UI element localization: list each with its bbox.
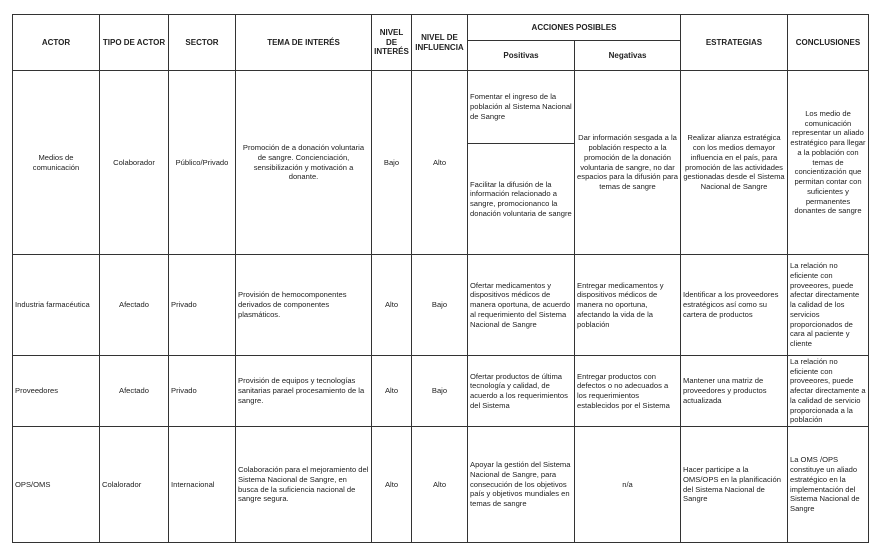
cell-positivas: Apoyar la gestión del Sistema Nacional de Sangre, para consecución de los objetivos país y objetivos mundiales en temas de sangre (468, 427, 575, 543)
cell-nivel-interes: Alto (372, 356, 412, 427)
stakeholder-table-container (12, 14, 868, 543)
cell-sector: Privado (169, 255, 236, 356)
cell-estrategias: Hacer participe a la OMS/OPS en la planificación del Sistema Nacional de Sangre (681, 427, 788, 543)
header-estrategias: ESTRATEGIAS (681, 15, 788, 71)
cell-negativas: n/a (575, 427, 681, 543)
cell-nivel-interes: Alto (372, 255, 412, 356)
cell-tipo-actor: Colalorador (100, 427, 169, 543)
cell-conclusiones: La relación no eficiente con proveeores, puede afectar directamente la calidad de los servicios proporcionados de cara al paciente y cliente (788, 255, 869, 356)
cell-actor: Medios de comunicación (13, 71, 100, 255)
cell-tema-interes: Provisión de hemocomponentes derivados de componentes plasmáticos. (236, 255, 372, 356)
cell-tipo-actor: Afectado (100, 255, 169, 356)
cell-tipo-actor: Colaborador (100, 71, 169, 255)
cell-nivel-influencia: Alto (412, 427, 468, 543)
header-nivel-influencia: NIVEL DE INFLUENCIA (412, 15, 468, 71)
header-negativas: Negativas (575, 41, 681, 71)
cell-actor: Proveedores (13, 356, 100, 427)
header-tipo-actor: TIPO DE ACTOR (100, 15, 169, 71)
table-row (13, 71, 869, 144)
stakeholder-table (12, 14, 869, 543)
cell-positivas: Ofertar productos de última tecnología y calidad, de acuerdo a los requerimientos del Sistema (468, 356, 575, 427)
header-acciones-posibles: ACCIONES POSIBLES (468, 15, 681, 41)
cell-negativas: Dar información sesgada a la población respecto a la promoción de la donación voluntaria de sangre, no dar espacios para la difusión para temas de sangre (575, 71, 681, 255)
cell-actor: Industria farmacéutica (13, 255, 100, 356)
cell-positivas: Fomentar el ingreso de la población al Sistema Nacional de Sangre (468, 71, 575, 144)
table-row (13, 255, 869, 356)
cell-sector: Público/Privado (169, 71, 236, 255)
cell-nivel-influencia: Bajo (412, 255, 468, 356)
header-tema-interes: TEMA DE INTERÉS (236, 15, 372, 71)
header-conclusiones: CONCLUSIONES (788, 15, 869, 71)
cell-estrategias: Mantener una matriz de proveedores y productos actualizada (681, 356, 788, 427)
cell-negativas: Entregar medicamentos y dispositivos médicos de manera no oportuna, afectando la vida de la población (575, 255, 681, 356)
cell-tema-interes: Colaboración para el mejoramiento del Sistema Nacional de Sangre, en busca de la suficiencia nacional de sangre segura. (236, 427, 372, 543)
header-sector: SECTOR (169, 15, 236, 71)
header-positivas: Positivas (468, 41, 575, 71)
table-header (13, 15, 869, 71)
cell-tipo-actor: Afectado (100, 356, 169, 427)
header-nivel-interes: NIVEL DE INTERÉS (372, 15, 412, 71)
cell-nivel-influencia: Bajo (412, 356, 468, 427)
cell-negativas: Entregar productos con defectos o no adecuados a los requerimientos establecidos por el Sistema (575, 356, 681, 427)
cell-actor: OPS/OMS (13, 427, 100, 543)
table-row (13, 356, 869, 427)
cell-tema-interes: Provisión de equipos y tecnologías sanitarias parael procesamiento de la sangre. (236, 356, 372, 427)
cell-conclusiones: La OMS /OPS constituye un aliado estratégico en la implementación del Sistema Nacional de Sangre (788, 427, 869, 543)
cell-nivel-interes: Bajo (372, 71, 412, 255)
cell-conclusiones: La relación no eficiente con proveeores, puede afectar directamente a la calidad de servicio proporcionada a la población (788, 356, 869, 427)
cell-sector: Internacional (169, 427, 236, 543)
cell-tema-interes: Promoción de a donación voluntaria de sangre. Concienciación, sensibilización y motivación a donante. (236, 71, 372, 255)
cell-positivas: Ofertar medicamentos y dispositivos médicos de manera oportuna, de acuerdo al requerimiento del Sistema Nacional de Sangre (468, 255, 575, 356)
cell-conclusiones: Los medio de comunicación representar un aliado estratégico para llegar a la población con temas de concientización que permitan contar con suficientes y permanentes donantes de sangre (788, 71, 869, 255)
table-row (13, 427, 869, 543)
cell-estrategias: Identificar a los proveedores estratégicos así como su cartera de productos (681, 255, 788, 356)
cell-positivas: Facilitar la difusión de la información relacionado a sangre, promocionanco la donación voluntaria de sangre (468, 144, 575, 255)
table-body (13, 71, 869, 543)
cell-nivel-interes: Alto (372, 427, 412, 543)
header-actor: ACTOR (13, 15, 100, 71)
cell-estrategias: Realizar alianza estratégica con los medios demayor influencia en el país, para promoción de las actividades gestionadas desde el Sistema Nacional de Sangre (681, 71, 788, 255)
cell-nivel-influencia: Alto (412, 71, 468, 255)
cell-sector: Privado (169, 356, 236, 427)
